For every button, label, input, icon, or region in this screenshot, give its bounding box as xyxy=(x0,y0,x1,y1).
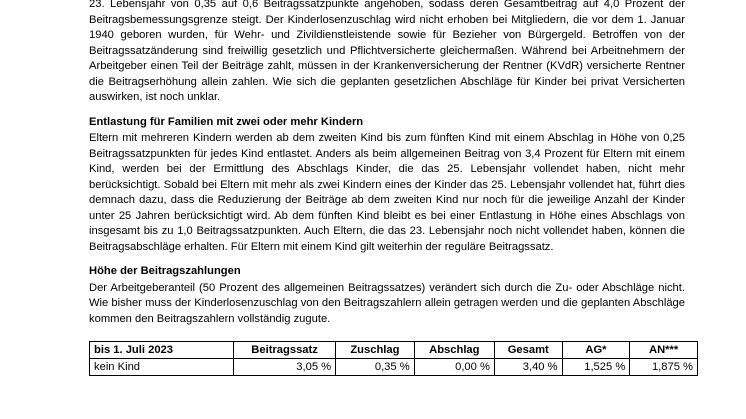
section-heading-contribution-amount: Höhe der Beitragszahlungen xyxy=(89,265,241,277)
table-header-cell: Abschlag xyxy=(414,342,494,359)
body-paragraph: Eltern mit mehreren Kindern werden ab dem zweiten Kind bis zum fünften Kind mit einem Abschlag in Höhe von 0,25 Beitragssatzpunkten für jedes Kind entlastet. Anders als beim allgemeinen Beitrag von 3,4 Prozent für Eltern mit einem Kind, werden bei der Ermittlung des Abschlags Kinder, die das 25. Lebensjahr vollendet haben, nicht mehr berücksichtigt. Sobald bei Eltern mit mehr als zwei Kindern eines der Kinder das 25. Lebensjahr vollendet hat, führt dies demnach dazu, dass die Reduzierung der Beiträge ab dem zweiten Kind nur noch für die jeweilige Anzahl der Kinder unter 25 Jahren berücksichtigt wird. Ab dem fünften Kind bleibt es bei einer Entlastung in Höhe eines Abschlags von insgesamt bis zu 1,0 Beitragssatzpunkten. Auch Eltern, die das 23. Lebensjahr noch nicht vollendet haben, können die Beitragsabschläge erhalten. Für Eltern mit einem Kind gilt weiterhin der reguläre Beitragssatz. xyxy=(89,132,685,253)
table-header-cell: AG* xyxy=(562,342,630,359)
table-header-cell: bis 1. Juli 2023 xyxy=(90,342,234,359)
table-header-cell: Zuschlag xyxy=(336,342,415,359)
document-body xyxy=(89,0,693,376)
table-row xyxy=(90,359,698,376)
table-header-row xyxy=(90,342,698,359)
contribution-table xyxy=(89,341,698,376)
table-header-cell: AN*** xyxy=(630,342,698,359)
table-cell: 0,00 % xyxy=(414,359,494,376)
table-cell: 3,40 % xyxy=(494,359,562,376)
table-header-cell: Gesamt xyxy=(494,342,562,359)
table-cell: 1,875 % xyxy=(630,359,698,376)
table-cell: 3,05 % xyxy=(234,359,336,376)
table-cell: kein Kind xyxy=(90,359,234,376)
table-header-cell: Beitragssatz xyxy=(234,342,336,359)
section-heading-family-relief: Entlastung für Familien mit zwei oder mehr Kindern xyxy=(89,115,364,128)
body-paragraph: 23. Lebensjahr von 0,35 auf 0,6 Beitragssatzpunkte angehoben, sodass deren Gesamtbeitrag auf 4,0 Prozent der Beitragsbemessungsgrenze steigt. Der Kinderlosenzuschlag wird nicht erhoben bei Mitgliedern, die vor dem 1. Januar 1940 geboren wurden, für Wehr- und Zivildienstleistende sowie für Bezieher von Bürgergeld. Betroffen von der Beitragssatzänderung sind freiwillig gesetzlich und Pflichtversicherte gleichermaßen. Während bei Arbeitnehmern der Arbeitgeber einen Teil der Beiträge zahlt, müssen in der Krankenversicherung der Rentner (KVdR) versicherte Rentner die Beitragserhöhung allein zahlen. Wie sich die geplanten gesetzlichen Abschläge für Kinder bei privat Versicherten auswirken, ist noch unklar. xyxy=(89,0,685,103)
table-cell: 1,525 % xyxy=(562,359,630,376)
table-cell: 0,35 % xyxy=(336,359,415,376)
body-paragraph: Der Arbeitgeberanteil (50 Prozent des allgemeinen Beitragssatzes) verändert sich durch die Zu- oder Abschläge nicht. Wie bisher muss der Kinderlosenzuschlag von den Beitragszahlern allein getragen werden und die geplanten Abschläge kommen den Beitragszahlern vollständig zugute. xyxy=(89,281,685,325)
